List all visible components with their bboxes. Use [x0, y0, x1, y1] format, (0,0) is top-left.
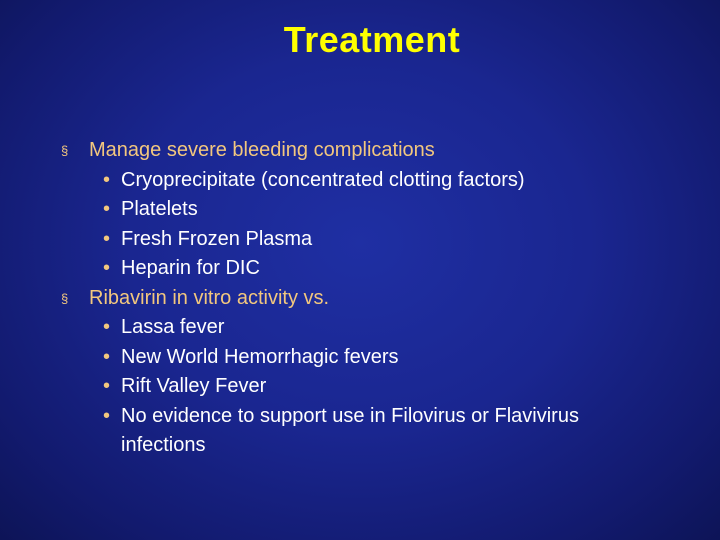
sub-bullet-item — [58, 402, 591, 461]
bullet-text: Manage severe bleeding complications — [89, 139, 435, 161]
sub-bullet-text: Heparin for DIC — [121, 257, 260, 279]
dot-bullet-icon: • — [103, 404, 111, 427]
dot-bullet-icon: • — [103, 198, 111, 220]
sub-bullet-text: Cryoprecipitate (concentrated clotting factors) — [121, 168, 525, 191]
sub-bullet-item — [58, 195, 698, 225]
dot-bullet-icon: • — [103, 257, 111, 279]
bullet-item-2 — [58, 284, 698, 314]
sub-bullet-text: Fresh Frozen Plasma — [121, 227, 313, 250]
sub-bullet-text: Rift Valley Fever — [121, 375, 267, 397]
slide-title: Treatment — [283, 19, 461, 60]
dot-bullet-icon: • — [103, 345, 111, 368]
sub-bullet-text: No evidence to support use in Filovirus or Flavivirus infections — [121, 404, 579, 456]
sub-bullet-item — [58, 166, 698, 196]
sub-bullet-item — [58, 225, 698, 255]
sub-bullet-item — [58, 343, 698, 373]
sub-bullet-text: Platelets — [121, 198, 198, 220]
bullet-item-1 — [58, 136, 698, 166]
sub-bullet-item — [58, 254, 698, 284]
bullet-list — [58, 136, 698, 461]
sub-bullet-item — [58, 313, 698, 343]
dot-bullet-icon: • — [103, 316, 111, 338]
bullet-text: Ribavirin in vitro activity vs. — [89, 286, 330, 309]
square-bullet-icon: § — [61, 290, 69, 306]
dot-bullet-icon: • — [103, 375, 111, 397]
dot-bullet-icon: • — [103, 227, 111, 250]
sub-bullet-text: Lassa fever — [121, 316, 225, 338]
sub-bullet-text: New World Hemorrhagic fevers — [121, 345, 399, 368]
dot-bullet-icon: • — [103, 168, 111, 191]
square-bullet-icon: § — [61, 143, 69, 158]
sub-bullet-item — [58, 372, 698, 402]
